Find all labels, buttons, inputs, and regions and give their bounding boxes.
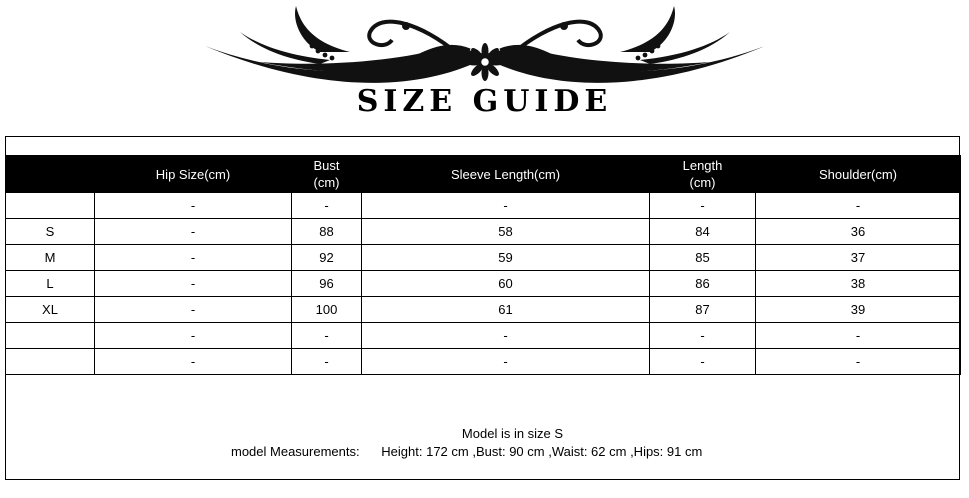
- table-cell: -: [650, 349, 756, 375]
- size-label-cell: S: [6, 219, 95, 245]
- table-cell: 85: [650, 245, 756, 271]
- table-cell: 96: [292, 271, 362, 297]
- table-cell: -: [650, 323, 756, 349]
- table-row: [6, 323, 961, 349]
- table-cell: -: [362, 323, 650, 349]
- table-cell: 60: [362, 271, 650, 297]
- size-label-cell: [6, 349, 95, 375]
- table-cell: 59: [362, 245, 650, 271]
- table-cell: 38: [756, 271, 961, 297]
- table-cell: -: [95, 323, 292, 349]
- table-row: [6, 193, 961, 219]
- decorative-flourish-icon: [200, 2, 770, 86]
- table-row: [6, 297, 961, 323]
- table-cell: -: [756, 323, 961, 349]
- table-row: [6, 245, 961, 271]
- model-info: [5, 426, 960, 462]
- table-cell: -: [292, 323, 362, 349]
- table-cell: -: [292, 349, 362, 375]
- size-label-cell: M: [6, 245, 95, 271]
- table-cell: 88: [292, 219, 362, 245]
- table-cell: -: [756, 193, 961, 219]
- column-header: Length (cm): [650, 156, 756, 193]
- table-cell: -: [95, 245, 292, 271]
- column-header: Sleeve Length(cm): [362, 156, 650, 193]
- size-label-cell: [6, 323, 95, 349]
- table-cell: -: [95, 219, 292, 245]
- column-header: [6, 156, 95, 193]
- table-cell: -: [756, 349, 961, 375]
- model-size-text: Model is in size S: [461, 426, 564, 441]
- size-label-cell: [6, 193, 95, 219]
- measurements-label: model Measurements:: [231, 444, 360, 459]
- table-cell: 36: [756, 219, 961, 245]
- page-title: SIZE GUIDE: [356, 84, 613, 119]
- table-cell: -: [362, 193, 650, 219]
- table-cell: -: [95, 297, 292, 323]
- column-header: Hip Size(cm): [95, 156, 292, 193]
- table-header-row: [6, 156, 961, 193]
- size-label-cell: L: [6, 271, 95, 297]
- measurements-value: Height: 172 cm ,Bust: 90 cm ,Waist: 62 cm ,Hips: 91 cm: [381, 444, 703, 459]
- table-cell: 87: [650, 297, 756, 323]
- size-label-cell: XL: [6, 297, 95, 323]
- table-row: [6, 219, 961, 245]
- table-row: [6, 349, 961, 375]
- table-cell: -: [95, 271, 292, 297]
- table-cell: -: [362, 349, 650, 375]
- table-cell: -: [650, 193, 756, 219]
- table-row: [6, 271, 961, 297]
- table-cell: -: [292, 193, 362, 219]
- table-cell: 86: [650, 271, 756, 297]
- table-cell: 92: [292, 245, 362, 271]
- size-table: [5, 155, 961, 375]
- table-cell: 37: [756, 245, 961, 271]
- model-measurements: [5, 444, 960, 462]
- table-cell: 100: [292, 297, 362, 323]
- table-cell: 58: [362, 219, 650, 245]
- table-body: [6, 193, 961, 375]
- table-cell: 84: [650, 219, 756, 245]
- column-header: Shoulder(cm): [756, 156, 961, 193]
- table-cell: 61: [362, 297, 650, 323]
- column-header: Bust (cm): [292, 156, 362, 193]
- table-cell: -: [95, 193, 292, 219]
- table-cell: -: [95, 349, 292, 375]
- table-cell: 39: [756, 297, 961, 323]
